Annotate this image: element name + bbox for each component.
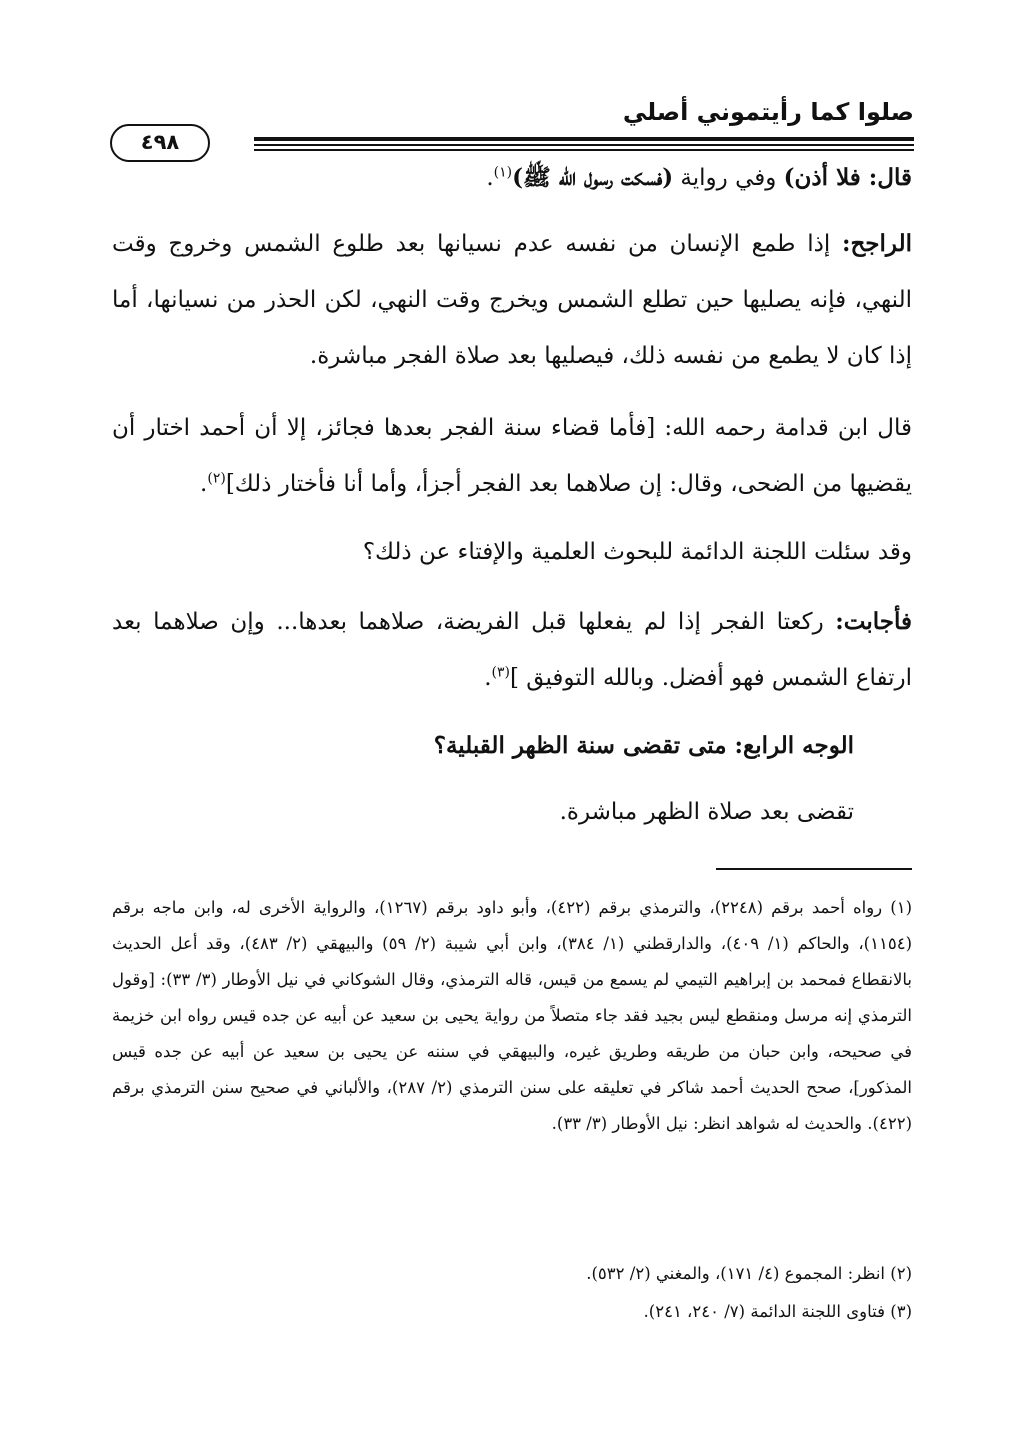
paragraph-5-text: ركعتا الفجر إذا لم يفعلها قبل الفريضة، صلاهما بعدها... وإن صلاهما بعد ارتفاع الشمس فهو أفضل. وبالله التوفيق ] bbox=[112, 609, 912, 691]
page-number: ٤٩٨ bbox=[110, 124, 210, 162]
footnote-1: (١) رواه أحمد برقم (٢٢٤٨)، والترمذي برقم (٤٢٢)، وأبو داود برقم (١٢٦٧)، والرواية الأخرى له، وابن ماجه برقم (١١٥٤)، والحاكم (١/ ٤٠٩)، والدارقطني (١/ ٣٨٤)، وابن أبي شيبة (٢/ ٥٩) والبيهقي (٢/ ٤٨٣)، وقد أعل الحديث بالانقطاع فمحمد بن إبراهيم التيمي لم يسمع من قيس، قاله الترمذي، وقال الشوكاني في نيل الأوطار (٣/ ٣٣): [وقول الترمذي إنه مرسل ومنقطع ليس بجيد فقد جاء متصلاً من رواية يحيى بن سعيد عن أبيه عن جده قيس رواه ابن خزيمة في صحيحه، وابن حبان من طريقه وطريق غيره، والبيهقي في سننه عن يحيى بن سعيد عن أبيه عن جده قيس المذكور]، صحح الحديث أحمد شاكر في تعليقه على سنن الترمذي (٢/ ٢٨٧)، والألباني في صحيح سنن الترمذي برقم (٤٢٢). والحديث له شواهد انظر: نيل الأوطار (٣/ ٣٣). bbox=[112, 898, 913, 1133]
paragraph-1 bbox=[112, 150, 912, 206]
paragraph-2-text: إذا طمع الإنسان من نفسه عدم نسيانها بعد طلوع الشمس وخروج وقت النهي، فإنه يصليها حين تطلع الشمس ويخرج وقت النهي، لكن الحذر من نسيانها، أما إذا كان لا يطمع من نفسه ذلك، فيصليها بعد صلاة الفجر مباشرة. bbox=[112, 231, 912, 369]
footnote-3: (٣) فتاوى اللجنة الدائمة (٧/ ٢٤٠، ٢٤١). bbox=[643, 1302, 912, 1321]
paragraph-3-text: قال ابن قدامة رحمه الله: [فأما قضاء سنة الفجر بعدها فجائز، إلا أن أحمد اختار أن يقضيها من الضحى، وقال: إن صلاهما بعد الفجر أجزأ، وأما أنا فأختار ذلك] bbox=[112, 415, 912, 497]
paragraph-7-text: تقضى بعد صلاة الظهر مباشرة. bbox=[559, 799, 854, 825]
paragraph-1-quote: (فسكت رسول الله ﷺ) bbox=[512, 164, 674, 191]
paragraph-1-text: وفي رواية bbox=[673, 165, 784, 191]
paragraph-2 bbox=[112, 216, 912, 384]
header-rule-thick bbox=[254, 137, 914, 141]
paragraph-3-tail: . bbox=[200, 471, 208, 497]
footnote-ref-3: (٣) bbox=[491, 664, 511, 681]
section-heading-text: الوجه الرابع: متى تقضى سنة الظهر القبلية؟ bbox=[433, 732, 854, 759]
section-heading bbox=[112, 718, 854, 774]
paragraph-5-tail: . bbox=[484, 665, 492, 691]
paragraph-3 bbox=[112, 400, 912, 512]
footnote-ref-2: (٢) bbox=[207, 470, 226, 487]
paragraph-1-lead: قال: فلا أذن) bbox=[783, 164, 912, 191]
footnote-2: (٢) انظر: المجموع (٤/ ١٧١)، والمغني (٢/ ٥٣٢). bbox=[586, 1264, 912, 1283]
running-title: صلوا كما رأيتموني أصلي bbox=[622, 98, 914, 126]
paragraph-7 bbox=[112, 784, 854, 840]
footnote-separator bbox=[716, 868, 912, 870]
paragraph-4-text: وقد سئلت اللجنة الدائمة للبحوث العلمية والإفتاء عن ذلك؟ bbox=[362, 539, 912, 565]
paragraph-5-lead: فأجابت: bbox=[835, 608, 912, 635]
paragraph-1-tail: . bbox=[486, 165, 494, 191]
paragraph-4 bbox=[112, 524, 912, 580]
header-rule-thin bbox=[254, 144, 914, 146]
footnote-ref-1: (١) bbox=[493, 164, 513, 181]
paragraph-5 bbox=[112, 594, 912, 706]
paragraph-2-lead: الراجح: bbox=[841, 230, 912, 257]
